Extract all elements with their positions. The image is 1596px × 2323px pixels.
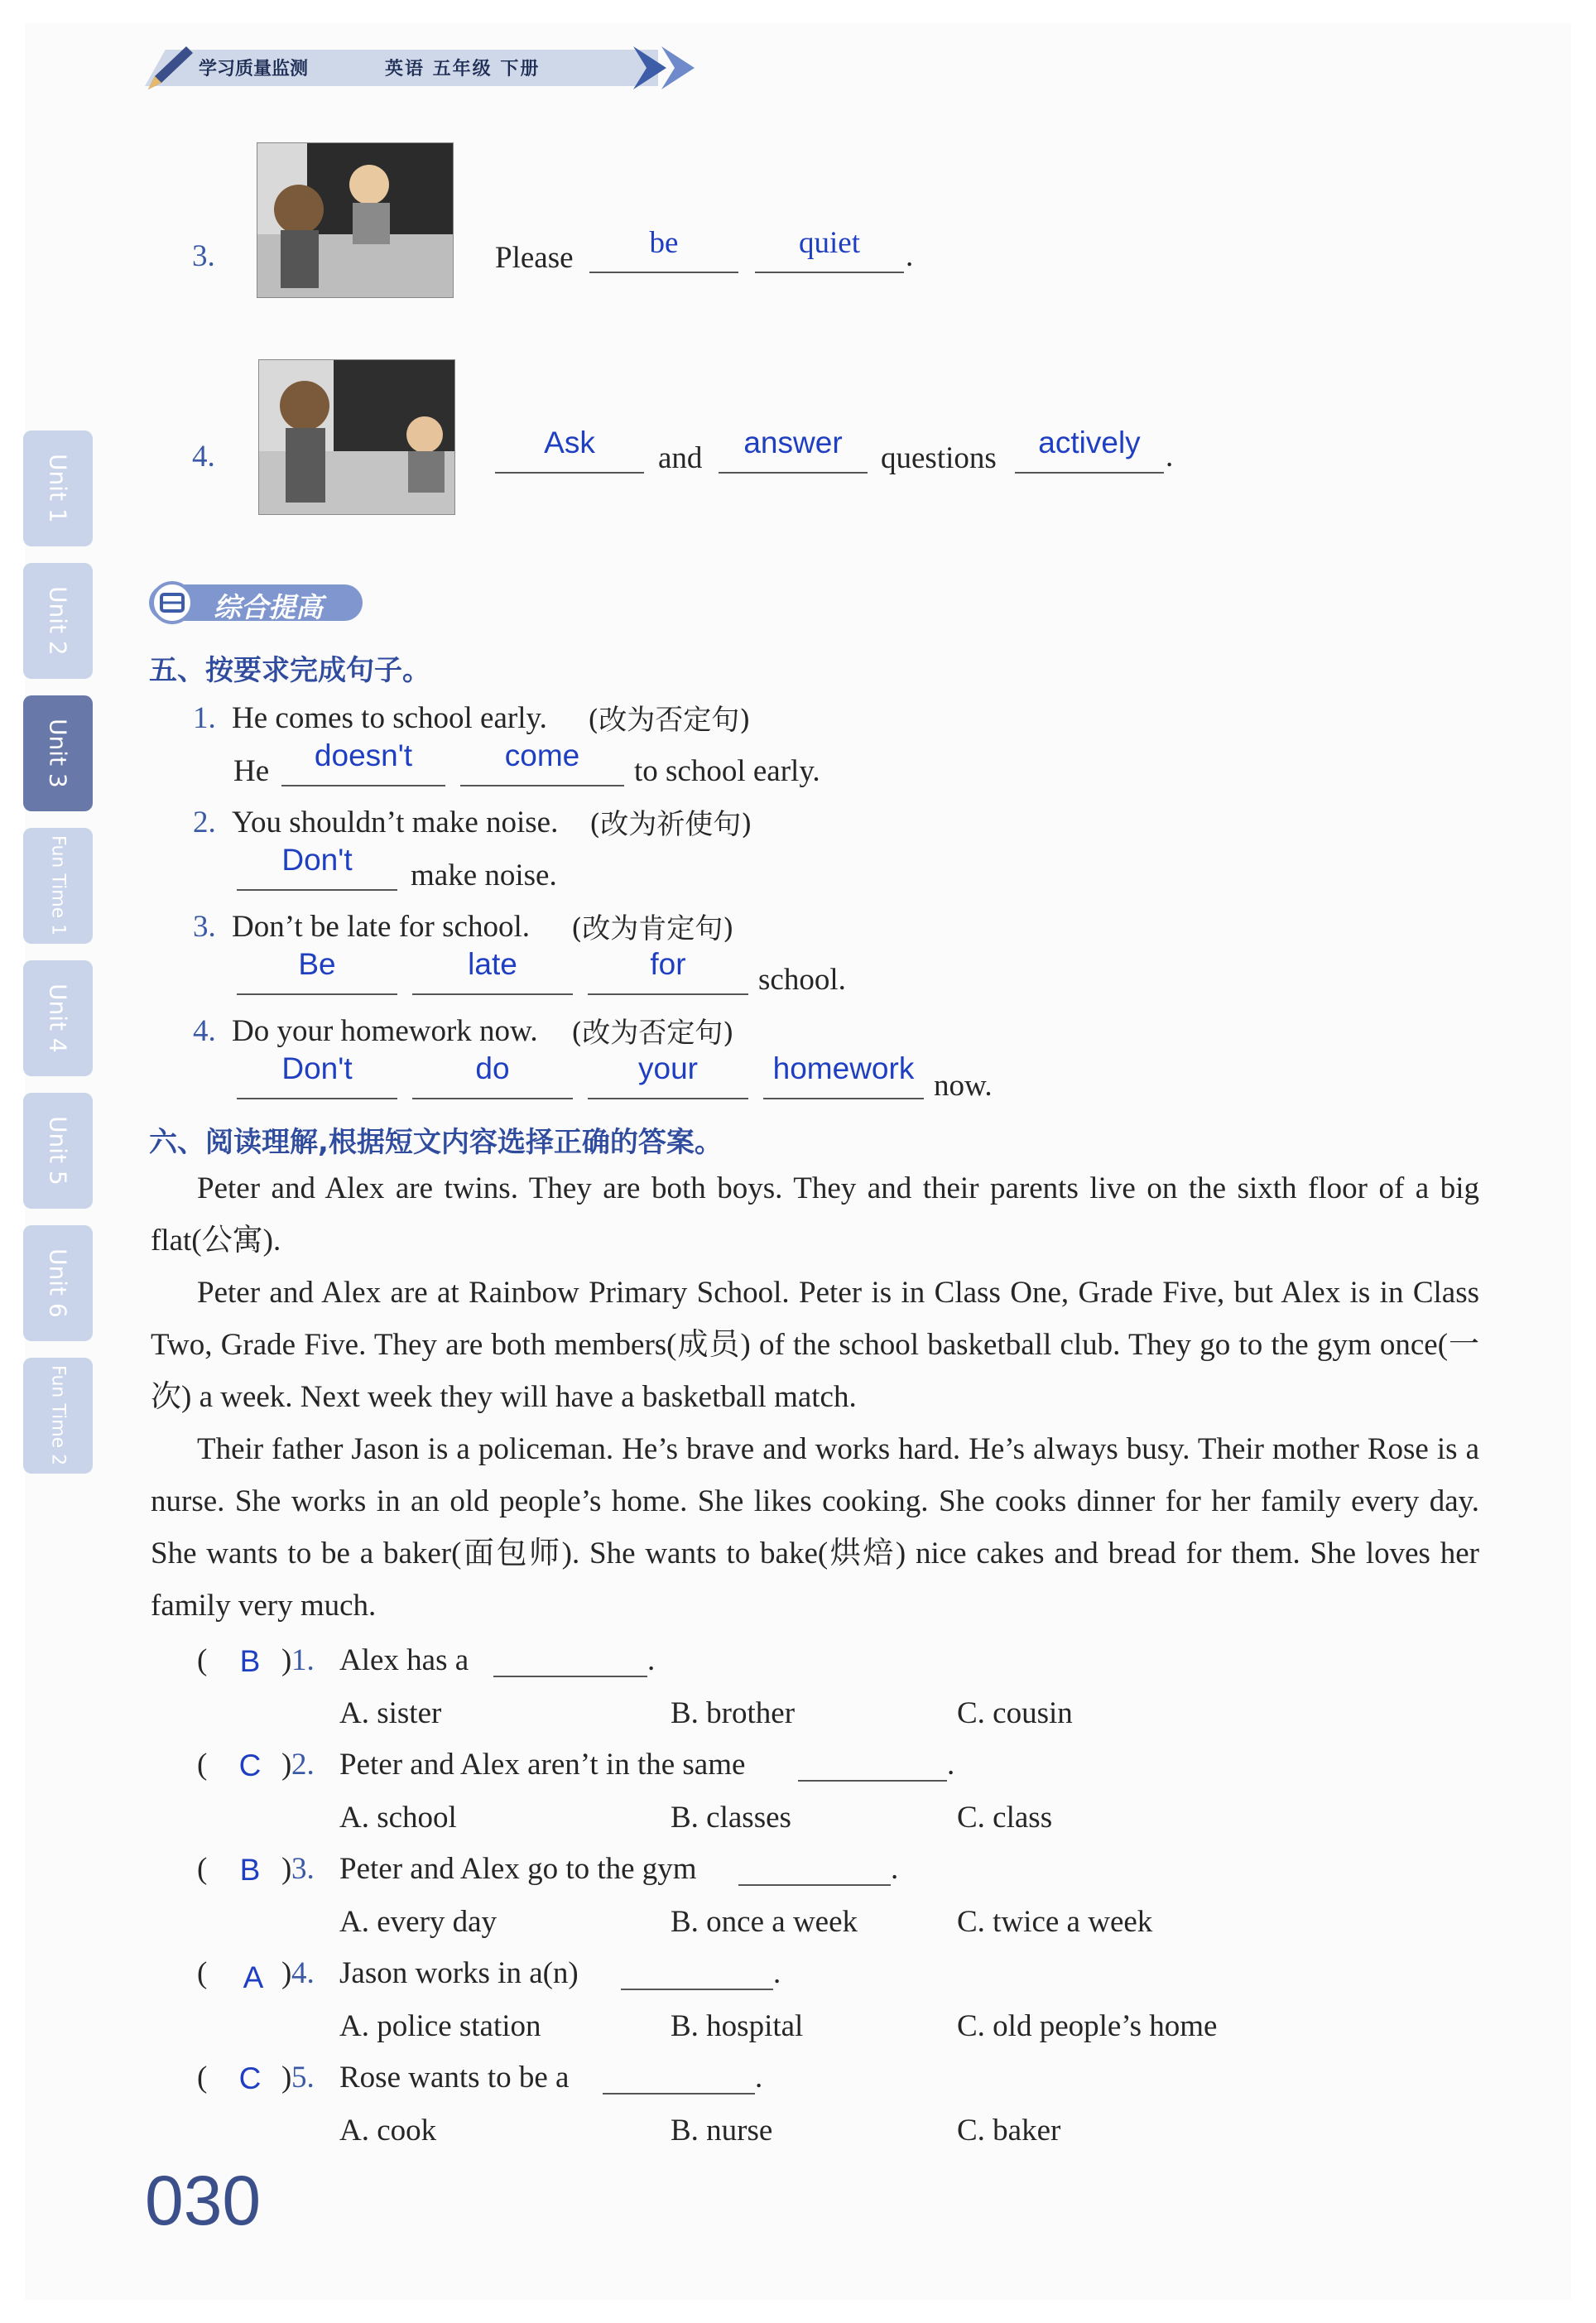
option-a: A. school <box>339 1801 457 1835</box>
classroom-image <box>257 142 454 298</box>
answer-text: Don't <box>281 1051 353 1085</box>
answer-bracket: ) <box>281 1748 292 1782</box>
answer-blank <box>589 272 738 273</box>
sentence-end: . <box>1166 440 1174 474</box>
tab-fun-time-1[interactable]: Fun Time 1 <box>23 828 93 944</box>
question-text: Rose wants to be a <box>339 2061 570 2095</box>
question-text: Jason works in a(n) <box>339 1956 579 1990</box>
tab-unit-1[interactable]: Unit 1 <box>23 430 93 546</box>
answer-bracket: ( <box>197 1956 208 1990</box>
sentence-tail: make noise. <box>411 858 557 892</box>
sentence-end: . <box>891 1852 899 1886</box>
classroom-image <box>258 359 455 515</box>
option-b: B. nurse <box>671 2114 773 2147</box>
answer-text: answer <box>743 426 843 459</box>
sentence-tail: now. <box>934 1069 993 1103</box>
option-b: B. classes <box>671 1801 791 1835</box>
reading-passage <box>151 1162 1479 1632</box>
passage-paragraph: Their father Jason is a policeman. He’s brave and works hard. He’s always busy. Their mother Rose is a nurse. She works in an old people’s home. She likes cooking. She cooks dinner for her family every day. She wants to be a baker(面包师). She wants to bake(烘焙) nice cakes and bread for them. She loves her family very much. <box>151 1432 1479 1623</box>
question-text: Peter and Alex aren’t in the same <box>339 1748 746 1782</box>
question-number: 4. <box>193 1014 216 1048</box>
question-text: Alex has a <box>339 1643 469 1677</box>
answer-choice: C <box>238 2061 262 2095</box>
question-note: (改为否定句) <box>571 1017 734 1050</box>
answer-blank <box>412 1098 573 1099</box>
option-a: A. every day <box>339 1905 498 1939</box>
sentence-end: . <box>947 1748 955 1782</box>
sentence-tail: to school early. <box>634 754 820 788</box>
answer-blank <box>621 1989 773 1990</box>
sentence-end: . <box>906 239 914 273</box>
answer-blank <box>755 272 904 273</box>
option-c: C. baker <box>957 2114 1061 2147</box>
answer-text: Ask <box>544 426 595 459</box>
option-a: A. police station <box>339 2009 541 2043</box>
answer-blank <box>798 1780 947 1782</box>
answer-text: your <box>638 1051 698 1085</box>
page-number: 030 <box>145 2162 262 2239</box>
option-b: B. brother <box>671 1696 796 1730</box>
answer-text: Don't <box>281 843 353 877</box>
tab-unit-6[interactable]: Unit 6 <box>23 1225 93 1341</box>
option-c: C. class <box>957 1801 1053 1835</box>
tab-fun-time-2[interactable]: Fun Time 2 <box>23 1358 93 1474</box>
question-number: 1. <box>193 701 216 735</box>
passage-paragraph: Peter and Alex are twins. They are both boys. They and their parents live on the sixth floor of a big flat(公寓). <box>151 1171 1479 1258</box>
sentence-end: . <box>773 1956 781 1990</box>
tab-unit-5[interactable]: Unit 5 <box>23 1093 93 1209</box>
page <box>25 23 1571 2300</box>
answer-choice: C <box>238 1748 262 1782</box>
answer-blank <box>412 993 573 995</box>
prompt-prefix: Please <box>495 241 574 275</box>
double-chevron-icon <box>633 46 708 89</box>
answer-text: late <box>468 947 517 981</box>
answer-blank <box>1015 472 1164 474</box>
question-note: (改为否定句) <box>588 704 751 737</box>
sentence-end: . <box>647 1643 656 1677</box>
answer-blank <box>588 993 748 995</box>
tab-unit-3[interactable]: Unit 3 <box>23 695 93 811</box>
answer-text: actively <box>1038 426 1141 459</box>
section-5-title: 五、按要求完成句子。 <box>149 654 430 687</box>
option-a: A. sister <box>339 1696 442 1730</box>
sentence-end: . <box>755 2061 763 2095</box>
answer-blank <box>237 1098 397 1099</box>
answer-bracket: ) <box>281 1643 292 1677</box>
answer-text: come <box>504 738 580 772</box>
question-text: Peter and Alex go to the gym <box>339 1852 697 1886</box>
question-number: 3. <box>193 910 216 944</box>
option-c: C. twice a week <box>957 1905 1153 1939</box>
section-6-title: 六、阅读理解,根据短文内容选择正确的答案。 <box>149 1126 723 1159</box>
pen-icon <box>145 43 195 93</box>
sentence-lead: He <box>233 754 270 788</box>
answer-blank <box>719 472 868 474</box>
answer-choice: A <box>243 1960 264 1994</box>
question-text: Don’t be late for school. <box>232 910 530 944</box>
answer-text: do <box>475 1051 510 1085</box>
answer-blank <box>493 1676 647 1677</box>
answer-text: Be <box>298 947 336 981</box>
answer-blank <box>237 993 397 995</box>
option-a: A. cook <box>339 2114 437 2147</box>
question-number: 3. <box>291 1852 315 1886</box>
answer-choice: B <box>239 1853 261 1887</box>
question-number: 2. <box>193 806 216 839</box>
answer-choice: B <box>239 1644 261 1678</box>
answer-bracket: ( <box>197 2061 208 2095</box>
answer-text: for <box>650 947 686 981</box>
header-title: 学习质量监测 <box>199 59 309 79</box>
header-subject: 英语 五年级 下册 <box>385 59 541 79</box>
question-number: 5. <box>291 2061 315 2095</box>
answer-blank <box>495 472 644 474</box>
answer-bracket: ( <box>197 1643 208 1677</box>
answer-bracket: ) <box>281 2061 292 2095</box>
answer-blank <box>588 1098 748 1099</box>
answer-blank <box>460 785 624 786</box>
answer-blank <box>738 1884 891 1886</box>
answer-bracket: ) <box>281 1852 292 1886</box>
item-number: 3. <box>192 239 215 273</box>
question-note: (改为肯定句) <box>571 912 734 945</box>
passage-paragraph: Peter and Alex are at Rainbow Primary School. Peter is in Class One, Grade Five, but Alex is in Class Two, Grade Five. They are both members(成员) of the school basketball club. They go to the gym once(一次) a week. Next week they will have a basketball match. <box>151 1276 1479 1414</box>
page-header <box>145 43 741 93</box>
answer-bracket: ) <box>281 1956 292 1990</box>
answer-blank <box>763 1098 924 1099</box>
answer-blank <box>237 889 397 891</box>
answer-bracket: ( <box>197 1852 208 1886</box>
option-c: C. cousin <box>957 1696 1073 1730</box>
answer-bracket: ( <box>197 1748 208 1782</box>
question-note: (改为祈使句) <box>589 808 752 841</box>
answer-text: be <box>649 226 679 260</box>
question-number: 2. <box>291 1748 315 1782</box>
section-badge <box>147 580 364 626</box>
answer-blank <box>281 785 445 786</box>
question-number: 1. <box>291 1643 315 1677</box>
sentence-word: questions <box>881 441 997 475</box>
question-text: Do your homework now. <box>232 1014 538 1048</box>
answer-text: homework <box>772 1051 915 1085</box>
tab-unit-2[interactable]: Unit 2 <box>23 563 93 679</box>
answer-blank <box>603 2093 755 2095</box>
question-text: You shouldn’t make noise. <box>232 806 559 839</box>
item-number: 4. <box>192 440 215 474</box>
option-b: B. once a week <box>671 1905 858 1939</box>
section-badge-label: 综合提高 <box>214 591 323 623</box>
answer-text: quiet <box>799 226 860 260</box>
sentence-word: and <box>658 441 703 475</box>
option-c: C. old people’s home <box>957 2009 1218 2043</box>
option-b: B. hospital <box>671 2009 804 2043</box>
sentence-tail: school. <box>758 963 846 997</box>
question-text: He comes to school early. <box>232 701 547 735</box>
question-number: 4. <box>291 1956 315 1990</box>
tab-unit-4[interactable]: Unit 4 <box>23 960 93 1076</box>
answer-text: doesn't <box>314 738 413 772</box>
